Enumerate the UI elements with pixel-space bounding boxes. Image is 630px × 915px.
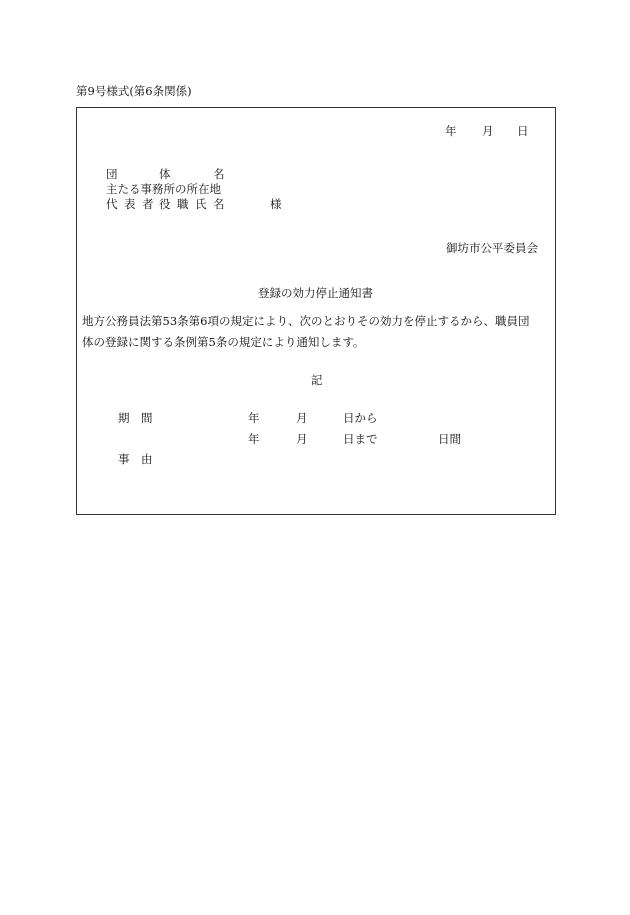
representative-char: 表	[124, 197, 136, 211]
representative-char: 職	[177, 197, 189, 211]
period-from-year: 年	[248, 411, 260, 425]
body-text-line: 地方公務員法第53条第6項の規定により、次のとおりその効力を停止するから、職員団	[82, 314, 530, 328]
organization-name-char: 名	[213, 167, 225, 181]
representative-char: 役	[159, 197, 171, 211]
representative-char: 者	[142, 197, 154, 211]
period-to-year: 年	[248, 432, 260, 446]
issuer-name: 御坊市公平委員会	[446, 241, 538, 255]
date-year-label: 年	[445, 124, 457, 138]
period-label: 期 間	[118, 411, 153, 425]
document-title: 登録の効力停止通知書	[258, 286, 373, 300]
record-heading: 記	[311, 373, 323, 387]
body-text-line: 体の登録に関する条例第5条の規定により通知します。	[82, 335, 365, 349]
form-number-label: 第9号様式(第6条関係)	[76, 84, 192, 98]
organization-name-char: 団	[106, 167, 118, 181]
office-address-label: 主たる事務所の所在地	[106, 182, 221, 196]
honorific-label: 様	[270, 197, 282, 211]
date-month-label: 月	[482, 124, 494, 138]
representative-char: 代	[106, 197, 118, 211]
period-from-day: 日から	[343, 411, 378, 425]
date-day-label: 日	[517, 124, 529, 138]
representative-char: 氏	[195, 197, 207, 211]
organization-name-char: 体	[159, 167, 171, 181]
reason-label: 事 由	[118, 452, 153, 466]
period-to-day: 日まで	[343, 432, 378, 446]
period-from-month: 月	[296, 411, 308, 425]
representative-char: 名	[213, 197, 225, 211]
period-to-month: 月	[296, 432, 308, 446]
period-days-label: 日間	[438, 432, 461, 446]
